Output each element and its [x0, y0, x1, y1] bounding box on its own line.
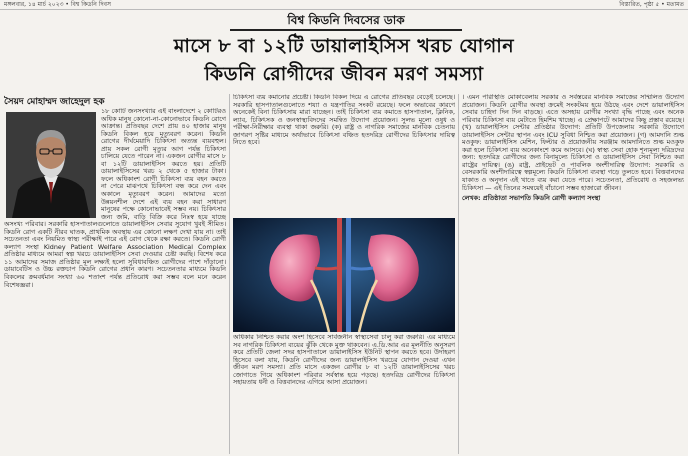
headline-line-2: কিডনি রোগীদের জীবন মরণ সমস্যা [204, 63, 484, 85]
column-3-text: । এমন পরিস্থিতি মোকাবেলায় সরকার ও সর্বস্তরের মানবিক সমাজের সম্মিলিত উদ্যোগ প্রয়োজন। কিডনি রোগীর অবস্থা ক্রমেই সংকটময় হয়ে উঠছে এবং দেশে ডায়ালাইসিস সেবার চাহিদা দিন দিন বাড়ছে। এতে অসহায় রোগীর সংখ্যা বৃদ্ধি পাচ্ছে এবং অনেক পরিবার চিকিৎসা ব্যয় মেটাতে হিমশিম খাচ্ছে। এ প্রেক্ষাপটে আমাদের কিছু প্রস্তাব রয়েছে। (খ) ডায়ালাইসিস সেন্টার প্রতিষ্ঠার উদ্যোগ: প্রতিটি উপজেলায় সরকারি উদ্যোগে ডায়ালাইসিস সেন্টার স্থাপন এবং ICU সুবিধা নিশ্চিত করা প্রয়োজন। (গ) আমদানি শুল্ক মওকুফ: ডায়ালাইসিস মেশিন, ফিল্টার ও প্রয়োজনীয় সরঞ্জাম আমদানিতে শুল্ক মওকুফ করা হলে চিকিৎসা ব্যয় অনেকাংশে কমে আসবে। (ঘ) স্বাস্থ্য সেবা হোক শূন্যমূল্য দরিদ্রদের জন্য: হতদরিদ্র রোগীদের জন্য বিনামূল্যে চিকিৎসা ও ডায়ালাইসিস সেবা নিশ্চিত করা রাষ্ট্রের দায়িত্ব। (ঙ) রাষ্ট্র, প্রাইভেট ও পাবলিক অংশীদারিত্ব উদ্যোগ: সরকারি ও বেসরকারি অংশীদারিত্বে স্বল্পমূল্যে কিডনি চিকিৎসা ব্যবস্থা গড়ে তুলতে হবে। বিত্তবানদের যাকাত ও অনুদান এই খাতে ব্যয় করা যেতে পারে। সচেতনতা, প্রতিরোধ ও সহজলভ্য চিকিৎসা — এই তিনের সমন্বয়েই বাঁচানো সম্ভব হাজারো জীবন। [462, 94, 684, 192]
kidney-illustration [233, 218, 455, 332]
column-divider [229, 94, 230, 454]
column-2b-text: অধিকার নিশ্চিত করার অংশ হিসেবে সার্বজনীন স্বাস্থ্যসেবা চালু করা জরুরি। এর মাধ্যমে সব নাগরিক চিকিৎসা ব্যয়ের ঝুঁকি থেকে মুক্ত থাকবেন। এ.ডি.আর এর মূলনীতি অনুসরণ করে প্রতিটি জেলা সদর হাসপাতালে ডায়ালাইসিস ইউনিট স্থাপন করতে হবে। উদাহরণ হিসেবে বলা যায়, কিডনি রোগীদের জন্য ডায়ালাইসিস খরচের যোগান দেওয়া এখন জীবন মরণ সমস্যা। প্রতি মাসে একজন রোগীর ৮ বা ১২টি ডায়ালাইসিসের খরচ জোগাতে গিয়ে অধিকাংশ পরিবার সর্বস্বান্ত হয়ে পড়ছে। হতদরিদ্র রোগীদের চিকিৎসা সহায়তায় ধনী ও বিত্তবানদের এগিয়ে আসা প্রয়োজন। [233, 334, 455, 387]
masthead-right: বিস্তারিত, পৃষ্ঠা ৫ • মতামত [619, 1, 684, 8]
masthead-strip [0, 0, 688, 10]
column-divider [458, 94, 459, 454]
article-column-3 [462, 94, 684, 454]
headline-line-1: মাসে ৮ বা ১২টি ডায়ালাইসিস খরচ যোগান [173, 35, 515, 57]
masthead-left: মঙ্গলবার, ১৪ মার্চ ২০২৩ • বিশ্ব কিডনি দিবস [4, 1, 111, 8]
article-column-2-top [233, 94, 455, 216]
kidney-image [233, 218, 455, 332]
byline: সৈয়দ মোহাম্মদ জাহেদুল হক [4, 97, 105, 107]
author-photo [6, 112, 96, 218]
author-portrait-image [6, 112, 96, 218]
column-1-text: ১৮ কোটি জনসংখ্যার এই বাংলাদেশে ২ কোটিরও অধিক মানুষ কোনো-না-কোনোভাবে কিডনি রোগে আক্রান্ত। প্রতিবছর দেশে প্রায় ৪০ হাজার মানুষ কিডনি বিকল হয়ে মৃত্যুবরণ করেন। কিডনি রোগের দীর্ঘমেয়াদি চিকিৎসা অত্যন্ত ব্যয়বহুল। প্রায় সকল রোগী মৃত্যুর আগ পর্যন্ত চিকিৎসা চালিয়ে যেতে পারেন না। একজন রোগীর মাসে ৮ বা ১২টি ডায়ালাইসিস করতে হয়। প্রতিটি ডায়ালাইসিসের খরচ ২ থেকে ৫ হাজার টাকা। ফলে অধিকাংশ রোগী চিকিৎসা ব্যয় বহন করতে না পেরে মাঝপথে চিকিৎসা বন্ধ করে দেন এবং অকালে মৃত্যুবরণ করেন। আমাদের মতো উন্নয়নশীল দেশে এই ব্যয় বহন করা সাধারণ মানুষের পক্ষে কোনোভাবেই সম্ভব নয়। চিকিৎসার জন্য জমি, বাড়ি বিক্রি করে নিঃস্ব হয়ে যাচ্ছে অসংখ্য পরিবার। সরকারি হাসপাতালগুলোতে ডায়ালাইসিস সেবার সুযোগ খুবই সীমিত। কিডনি রোগ একটি নীরব ঘাতক, প্রাথমিক অবস্থায় এর কোনো লক্ষণ দেখা যায় না। তাই সচেতনতা এবং নিয়মিত স্বাস্থ্য পরীক্ষাই পারে এই রোগ থেকে রক্ষা করতে। কিডনি রোগী কল্যাণ সংস্থা Kidney Patient Welfare Association Medical Complex প্রতিষ্ঠার মাধ্যমে আমরা স্বল্প খরচে ডায়ালাইসিস সেবা দেওয়ার চেষ্টা করছি। বিশেষ করে ১১ আমাদের সমাজ প্রতিষ্ঠার মূল লক্ষ্যই হলো সুবিধাবঞ্চিত রোগীদের পাশে দাঁড়ানো। ডায়াবেটিস ও উচ্চ রক্তচাপ কিডনি রোগের প্রধান কারণ। সচেতনতার মাধ্যমে কিডনি বিকলের ক্রমবর্ধমান সংখ্যা ৬০ শতাংশ পর্যন্ত প্রতিরোধ করা সম্ভব বলে মনে করেন বিশেষজ্ঞরা। [4, 108, 226, 289]
article-column-2-bottom [233, 334, 455, 454]
author-note: লেখক: প্রতিষ্ঠাতা সভাপতি কিডনি রোগী কল্যাণ সংস্থা [462, 194, 601, 203]
article-kicker: বিশ্ব কিডনি দিবসের ডাক [230, 12, 462, 31]
column-2-text: চিকিৎসা ব্যয় কমানোর প্রচেষ্টা। কিডনি বিকল দিয়ে এ রোগের প্রতিবছর বেড়েই চলেছে। সরকারি হাসপাতালগুলোতে শয্যা ও যন্ত্রপাতির সংকট রয়েছে। ফলে অভাবের কারণে অনেকেই বিনা চিকিৎসায় মারা যাচ্ছেন। তাই চিকিৎসা ব্যয় কমাতে হাসপাতাল, ক্লিনিক, ল্যাব, চিকিৎসক ও জনস্বাস্থ্যবিদদের সমন্বিত উদ্যোগ প্রয়োজন। সুলভ মূল্যে ওষুধ ও পরীক্ষা-নিরীক্ষার ব্যবস্থা থাকা জরুরি। (ক) রাষ্ট্র ও নাগরিক সমাজের মানবিক চেতনায় জাগরণ সৃষ্টির মাধ্যমে অর্থাভাবে চিকিৎসা বঞ্চিত হতদরিদ্র রোগীদের চিকিৎসার দায়িত্ব নিতে হবে। [233, 94, 455, 147]
